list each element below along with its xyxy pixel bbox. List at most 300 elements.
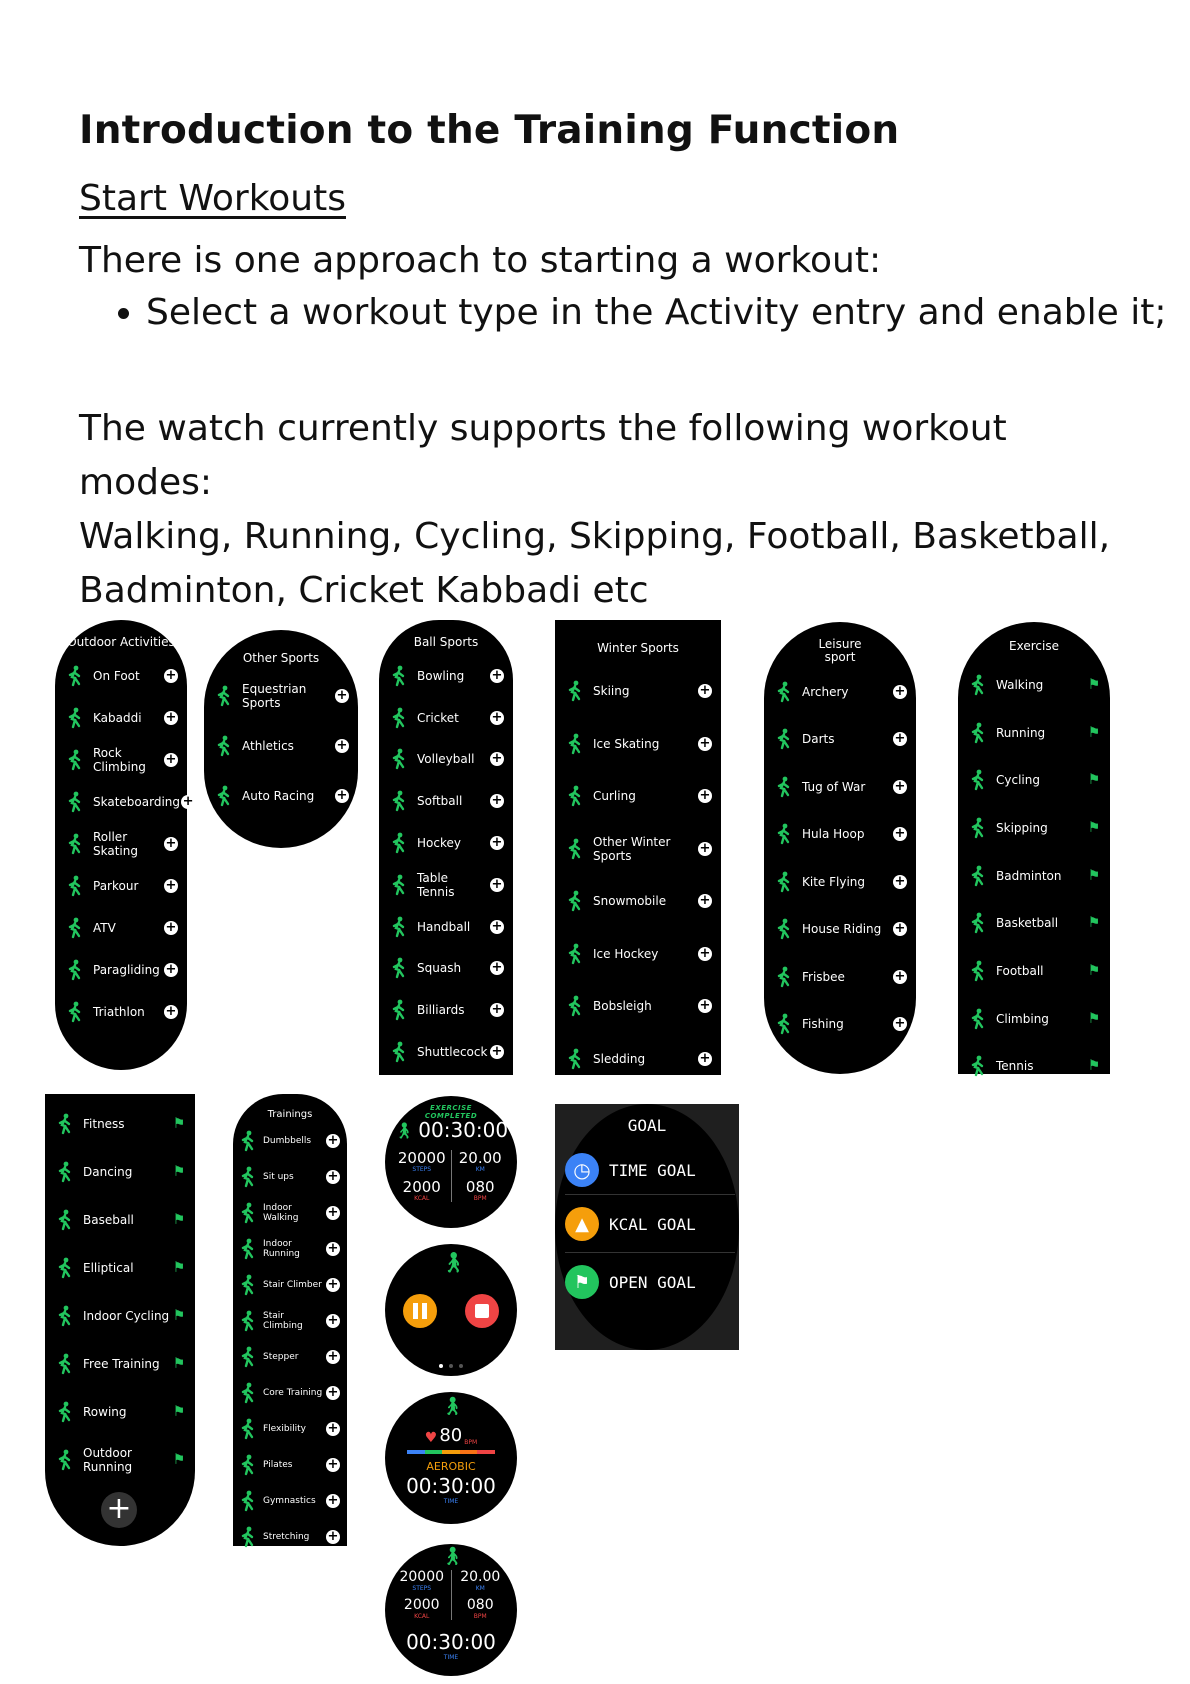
workout-figure-icon — [237, 1416, 259, 1442]
workout-item-ball[interactable] — [379, 1031, 513, 1073]
workout-item-other[interactable] — [204, 771, 358, 821]
add-icon[interactable]: + — [336, 788, 348, 803]
workout-item-fitness[interactable] — [45, 1340, 195, 1388]
km-unit: KM — [475, 1585, 485, 1592]
workout-label: Cricket — [417, 710, 459, 725]
walker-icon: 🚶︎ — [441, 1396, 464, 1417]
workout-figure-icon — [51, 1447, 79, 1473]
add-icon[interactable]: + — [699, 998, 711, 1014]
panel-title: Winter Sports — [597, 641, 679, 655]
workout-figure-icon — [61, 747, 89, 773]
workout-label: Indoor Walking — [263, 1203, 299, 1223]
workout-label: Bobsleigh — [593, 999, 652, 1014]
workout-label: Badminton — [996, 868, 1062, 883]
workout-label: Walking — [996, 677, 1044, 692]
add-icon[interactable]: + — [491, 1044, 503, 1060]
workout-figure-icon — [210, 683, 238, 709]
add-icon[interactable]: + — [699, 840, 711, 856]
stop-button[interactable] — [465, 1294, 499, 1328]
workout-figure-icon — [51, 1159, 79, 1185]
workout-label: Kabaddi — [93, 711, 142, 725]
flag-icon[interactable]: ⚑ — [1087, 1010, 1101, 1027]
workout-item-outdoor[interactable] — [55, 655, 187, 697]
workout-item-ball[interactable] — [379, 697, 513, 739]
workout-label: Outdoor Running — [83, 1446, 133, 1474]
add-icon[interactable]: + — [327, 1457, 339, 1472]
workout-figure-icon — [61, 705, 89, 731]
workout-figure-icon — [237, 1344, 259, 1370]
workout-item-leisure[interactable] — [764, 716, 916, 764]
workout-label: Squash — [417, 961, 462, 976]
workout-label: Flexibility — [263, 1424, 306, 1434]
flag-icon[interactable]: ⚑ — [172, 1116, 186, 1132]
workout-label: Stretching — [263, 1532, 310, 1542]
workout-item-winter[interactable] — [555, 770, 721, 823]
workout-figure-icon — [210, 733, 238, 759]
trainings-screen — [233, 1094, 347, 1546]
add-icon[interactable]: + — [182, 794, 194, 809]
workout-item-outdoor[interactable] — [55, 949, 187, 991]
add-icon[interactable]: + — [491, 960, 503, 976]
workout-figure-icon — [385, 955, 413, 981]
workout-figure-icon — [385, 914, 413, 940]
add-icon[interactable]: + — [327, 1241, 339, 1256]
workout-item-trainings[interactable] — [233, 1159, 347, 1195]
workout-item-leisure[interactable] — [764, 811, 916, 859]
kcal-unit: KCAL — [414, 1613, 430, 1620]
flag-icon[interactable]: ⚑ — [1087, 724, 1101, 741]
workout-figure-icon — [51, 1207, 79, 1233]
workout-figure-icon — [964, 910, 992, 936]
workout-label: Skipping — [996, 820, 1048, 835]
workout-figure-icon — [770, 821, 798, 847]
heart-time-unit: TIME — [443, 1498, 459, 1505]
panel-title: Exercise — [1009, 639, 1059, 653]
workout-label: Sledding — [593, 1051, 646, 1066]
panel-title: Ball Sports — [413, 635, 479, 649]
add-icon[interactable]: + — [894, 873, 906, 889]
add-button[interactable]: + — [101, 1492, 137, 1528]
workout-figure-icon — [770, 774, 798, 800]
add-icon[interactable]: + — [327, 1349, 339, 1364]
workout-figure-icon — [770, 869, 798, 895]
workout-label: House Riding — [802, 922, 882, 937]
workout-item-trainings[interactable] — [233, 1303, 347, 1339]
workout-item-winter[interactable] — [555, 980, 721, 1033]
workout-label: Shuttlecock — [417, 1045, 488, 1060]
add-icon[interactable]: + — [491, 1002, 503, 1018]
workout-label: Fishing — [802, 1017, 844, 1032]
add-icon[interactable]: + — [699, 893, 711, 909]
workout-label: Elliptical — [83, 1261, 134, 1275]
workout-figure-icon — [237, 1128, 259, 1154]
add-icon[interactable]: + — [894, 1016, 906, 1032]
workout-item-fitness[interactable] — [45, 1436, 195, 1484]
workout-label: Free Training — [83, 1357, 160, 1371]
add-icon[interactable]: + — [491, 709, 503, 725]
flame-icon: ▲ — [565, 1207, 599, 1241]
workout-figure-icon — [61, 999, 89, 1025]
workout-label: On Foot — [93, 669, 140, 683]
workout-figure-icon — [61, 873, 89, 899]
add-icon[interactable]: + — [699, 788, 711, 804]
workout-label: Bowling — [417, 668, 465, 683]
workout-item-winter[interactable] — [555, 875, 721, 928]
workout-item-winter[interactable] — [555, 665, 721, 718]
workout-label: Volleyball — [417, 752, 475, 767]
add-icon[interactable]: + — [491, 876, 503, 892]
workout-item-winter[interactable] — [555, 928, 721, 981]
walker-icon: 🚶︎ — [441, 1546, 464, 1567]
doc-title: Introduction to the Training Function — [79, 108, 900, 153]
panel-title: Leisure sport — [818, 637, 862, 664]
workout-figure-icon — [770, 679, 798, 705]
add-icon[interactable]: + — [327, 1205, 339, 1220]
workout-item-ball[interactable] — [379, 739, 513, 781]
add-icon[interactable]: + — [491, 667, 503, 683]
workout-item-fitness[interactable] — [45, 1244, 195, 1292]
workout-label: Parkour — [93, 879, 139, 893]
workout-figure-icon — [237, 1272, 259, 1298]
add-icon[interactable]: + — [327, 1421, 339, 1436]
add-icon[interactable]: + — [165, 710, 177, 725]
workout-figure-icon — [61, 831, 89, 857]
workout-label: Climbing — [996, 1011, 1049, 1026]
page-dots — [439, 1364, 463, 1368]
workout-figure-icon — [561, 888, 589, 914]
add-icon[interactable]: + — [165, 836, 177, 851]
workout-figure-icon — [385, 830, 413, 856]
workout-figure-icon — [51, 1351, 79, 1377]
workout-control-screen — [385, 1244, 517, 1376]
add-icon[interactable]: + — [327, 1529, 339, 1544]
workout-figure-icon — [385, 705, 413, 731]
leisure-sport-screen — [764, 622, 916, 1074]
workout-item-fitness[interactable] — [45, 1388, 195, 1436]
workout-label: Auto Racing — [242, 789, 315, 803]
heart-rate-screen — [385, 1392, 517, 1524]
workout-item-outdoor[interactable] — [55, 739, 187, 781]
workout-item-ball[interactable] — [379, 989, 513, 1031]
kcal-unit: KCAL — [414, 1195, 430, 1202]
add-icon[interactable]: + — [894, 778, 906, 794]
goal-circle — [555, 1104, 739, 1350]
workout-item-exercise[interactable] — [958, 947, 1110, 995]
workout-item-ball[interactable] — [379, 864, 513, 906]
workout-label: Basketball — [996, 916, 1059, 931]
workout-item-fitness[interactable] — [45, 1196, 195, 1244]
workout-label: Hockey — [417, 836, 461, 851]
workout-item-ball[interactable] — [379, 948, 513, 990]
workout-figure-icon — [561, 1046, 589, 1072]
add-icon[interactable]: + — [165, 668, 177, 683]
workout-label: ATV — [93, 921, 116, 935]
workout-item-leisure[interactable] — [764, 763, 916, 811]
workout-label: Roller Skating — [93, 830, 138, 858]
exercise-screen — [958, 622, 1110, 1074]
workout-item-trainings[interactable] — [233, 1123, 347, 1159]
bpm-unit: BPM — [473, 1195, 487, 1202]
flag-icon[interactable]: ⚑ — [172, 1356, 186, 1372]
workout-item-trainings[interactable] — [233, 1519, 347, 1555]
bpm-value: 080 — [466, 1597, 494, 1613]
flag-icon[interactable]: ⚑ — [1087, 1058, 1101, 1075]
workout-label: Rock Climbing — [93, 746, 146, 774]
add-icon[interactable]: + — [165, 878, 177, 893]
completed-time: 00:30:00 — [418, 1118, 509, 1142]
workout-item-exercise[interactable] — [958, 804, 1110, 852]
workout-figure-icon — [964, 720, 992, 746]
workout-figure-icon — [385, 663, 413, 689]
workout-figure-icon — [51, 1111, 79, 1137]
workout-item-outdoor[interactable] — [55, 781, 194, 823]
workout-label: Handball — [417, 919, 471, 934]
workout-item-trainings[interactable] — [233, 1447, 347, 1483]
flag-icon[interactable]: ⚑ — [172, 1164, 186, 1180]
flag-icon[interactable]: ⚑ — [1087, 962, 1101, 979]
workout-figure-icon — [770, 1011, 798, 1037]
add-icon[interactable]: + — [336, 738, 348, 753]
pause-icon — [413, 1303, 427, 1319]
workout-label: Tennis — [996, 1059, 1034, 1074]
add-icon[interactable]: + — [327, 1169, 339, 1184]
add-icon[interactable]: + — [327, 1493, 339, 1508]
workout-figure-icon — [385, 788, 413, 814]
workout-figure-icon — [51, 1255, 79, 1281]
kcal-value: 2000 — [403, 1597, 440, 1613]
add-icon[interactable]: + — [165, 962, 177, 977]
workout-item-trainings[interactable] — [233, 1195, 347, 1231]
heart-bpm: 80 — [439, 1425, 463, 1446]
goal-title: GOAL — [627, 1116, 667, 1135]
workout-label: Fitness — [83, 1117, 125, 1131]
workout-figure-icon — [385, 872, 413, 898]
flag-icon[interactable]: ⚑ — [1087, 819, 1101, 836]
add-icon[interactable]: + — [894, 968, 906, 984]
bullet-item: • Select a workout type in the Activity entry and enable it; — [146, 292, 1166, 333]
add-icon[interactable]: + — [327, 1133, 339, 1148]
km-value: 20.00 — [460, 1569, 501, 1585]
add-icon[interactable]: + — [336, 688, 348, 703]
workout-figure-icon — [51, 1399, 79, 1425]
add-icon[interactable]: + — [491, 793, 503, 809]
workout-item-exercise[interactable] — [958, 709, 1110, 757]
add-icon[interactable]: + — [894, 683, 906, 699]
panel-title: Outdoor Activities — [67, 635, 175, 649]
workout-figure-icon — [61, 789, 89, 815]
workout-item-winter[interactable] — [555, 718, 721, 771]
workout-label: Billiards — [417, 1003, 465, 1018]
flag-icon[interactable]: ⚑ — [172, 1212, 186, 1228]
workout-figure-icon — [237, 1488, 259, 1514]
steps-unit: STEPS — [412, 1166, 432, 1173]
workout-figure-icon — [237, 1524, 259, 1550]
workout-label: Indoor Running — [263, 1239, 300, 1259]
steps-unit: STEPS — [412, 1585, 432, 1592]
workout-item-exercise[interactable] — [958, 756, 1110, 804]
workout-item-ball[interactable] — [379, 655, 513, 697]
add-icon[interactable]: + — [491, 751, 503, 767]
workout-item-winter[interactable] — [555, 1033, 721, 1086]
add-icon[interactable]: + — [327, 1277, 339, 1292]
workout-figure-icon — [61, 663, 89, 689]
add-icon[interactable]: + — [894, 731, 906, 747]
completed-banner: EXERCISE COMPLETED — [424, 1104, 478, 1120]
workout-label: Gymnastics — [263, 1496, 316, 1506]
muscle-icon: ⚑ — [565, 1265, 599, 1299]
flag-icon[interactable]: ⚑ — [1087, 772, 1101, 789]
workout-figure-icon — [61, 915, 89, 941]
workout-figure-icon — [237, 1200, 259, 1226]
workout-figure-icon — [964, 767, 992, 793]
workout-figure-icon — [964, 815, 992, 841]
workout-item-leisure[interactable] — [764, 668, 916, 716]
workout-label: Indoor Cycling — [83, 1309, 170, 1323]
workout-label: Ice Hockey — [593, 946, 659, 961]
workout-item-exercise[interactable] — [958, 995, 1110, 1043]
workout-item-leisure[interactable] — [764, 906, 916, 954]
modes-line-2: Walking, Running, Cycling, Skipping, Football, Basketball, — [79, 516, 1111, 557]
workout-label: Stair Climber — [263, 1280, 322, 1290]
workout-figure-icon — [964, 958, 992, 984]
workout-item-fitness[interactable] — [45, 1100, 195, 1148]
workout-item-ball[interactable] — [379, 906, 513, 948]
workout-item-trainings[interactable] — [233, 1267, 347, 1303]
workout-label: Other Winter Sports — [593, 834, 671, 863]
flag-icon[interactable]: ⚑ — [172, 1308, 186, 1324]
flag-icon[interactable]: ⚑ — [1087, 867, 1101, 884]
workout-figure-icon — [237, 1164, 259, 1190]
workout-label: Triathlon — [93, 1005, 145, 1019]
workout-label: Snowmobile — [593, 894, 667, 909]
stop-icon — [475, 1304, 489, 1318]
panel-title: Other Sports — [242, 651, 320, 665]
add-icon[interactable]: + — [894, 921, 906, 937]
workout-label: Frisbee — [802, 969, 845, 984]
goal-item-label: KCAL GOAL — [609, 1214, 696, 1234]
workout-item-exercise[interactable] — [958, 899, 1110, 947]
heart-icon: ♥ — [424, 1430, 438, 1446]
flag-icon[interactable]: ⚑ — [172, 1260, 186, 1276]
workout-item-ball[interactable] — [379, 780, 513, 822]
workout-label: Football — [996, 963, 1044, 978]
workout-item-trainings[interactable] — [233, 1483, 347, 1519]
add-icon[interactable]: + — [699, 735, 711, 751]
workout-item-outdoor[interactable] — [55, 907, 187, 949]
workout-figure-icon — [561, 836, 589, 862]
workout-item-outdoor[interactable] — [55, 991, 187, 1033]
pause-button[interactable] — [403, 1294, 437, 1328]
winter-sports-screen — [555, 620, 721, 1075]
workout-item-exercise[interactable] — [958, 852, 1110, 900]
workout-item-winter[interactable] — [555, 823, 721, 876]
workout-label: Equestrian Sports — [242, 682, 307, 710]
add-icon[interactable]: + — [165, 1004, 177, 1019]
workout-label: Skateboarding — [93, 795, 181, 809]
workout-item-trainings[interactable] — [233, 1231, 347, 1267]
heart-zone: AEROBIC — [426, 1460, 476, 1473]
completed-time-row — [395, 1118, 507, 1142]
workout-item-leisure[interactable] — [764, 858, 916, 906]
add-icon[interactable]: + — [894, 826, 906, 842]
doc-intro: There is one approach to starting a workout: — [79, 240, 882, 281]
workout-item-trainings[interactable] — [233, 1375, 347, 1411]
goal-item-open[interactable] — [565, 1254, 735, 1310]
add-icon[interactable]: + — [165, 920, 177, 935]
workout-figure-icon — [237, 1236, 259, 1262]
workout-figure-icon — [237, 1380, 259, 1406]
workout-summary-screen — [385, 1544, 517, 1676]
goal-item-label: OPEN GOAL — [609, 1272, 696, 1292]
steps-value: 20000 — [397, 1149, 446, 1167]
workout-item-exercise[interactable] — [958, 1043, 1110, 1091]
goal-item-kcal[interactable] — [565, 1196, 735, 1253]
outdoor-activities-screen — [55, 620, 194, 1070]
workout-item-other[interactable] — [204, 721, 358, 771]
summary-time: 00:30:00 — [406, 1630, 496, 1654]
workout-item-outdoor[interactable] — [55, 865, 187, 907]
workout-item-fitness[interactable] — [45, 1148, 195, 1196]
flag-icon[interactable]: ⚑ — [172, 1452, 186, 1468]
workout-item-other[interactable] — [204, 671, 358, 721]
flag-icon[interactable]: ⚑ — [1087, 676, 1101, 693]
workout-label: Tug of War — [802, 779, 866, 794]
workout-label: Stepper — [263, 1352, 299, 1362]
workout-figure-icon — [237, 1308, 259, 1334]
add-icon[interactable]: + — [165, 752, 177, 767]
workout-figure-icon — [561, 678, 589, 704]
workout-label: Athletics — [242, 739, 294, 753]
doc-bullets — [110, 292, 1166, 333]
km-unit: KM — [475, 1166, 485, 1173]
workout-figure-icon — [770, 916, 798, 942]
workout-figure-icon — [210, 783, 238, 809]
workout-figure-icon — [561, 783, 589, 809]
workout-item-ball[interactable] — [379, 822, 513, 864]
add-icon[interactable]: + — [327, 1313, 339, 1328]
workout-figure-icon — [964, 1053, 992, 1079]
add-icon[interactable]: + — [699, 945, 711, 961]
heart-bpm-unit: BPM — [464, 1439, 478, 1446]
add-icon[interactable]: + — [491, 835, 503, 851]
workout-label: Core Training — [263, 1388, 323, 1398]
add-icon[interactable]: + — [699, 683, 711, 699]
workout-label: Table Tennis — [417, 870, 455, 899]
workout-item-leisure[interactable] — [764, 1001, 916, 1049]
add-icon[interactable]: + — [327, 1385, 339, 1400]
workout-item-outdoor[interactable] — [55, 823, 187, 865]
workout-figure-icon — [385, 997, 413, 1023]
fitness-screen — [45, 1094, 195, 1546]
flag-icon[interactable]: ⚑ — [172, 1404, 186, 1420]
workout-figure-icon — [770, 726, 798, 752]
workout-label: Rowing — [83, 1405, 127, 1419]
add-icon[interactable]: + — [491, 918, 503, 934]
workout-label: Sit ups — [263, 1172, 294, 1182]
workout-figure-icon — [964, 672, 992, 698]
goal-item-time[interactable] — [565, 1146, 735, 1195]
add-icon[interactable]: + — [699, 1050, 711, 1066]
workout-item-trainings[interactable] — [233, 1411, 347, 1447]
workout-item-trainings[interactable] — [233, 1339, 347, 1375]
workout-item-fitness[interactable] — [45, 1292, 195, 1340]
workout-label: Stair Climbing — [263, 1311, 303, 1331]
workout-item-outdoor[interactable] — [55, 697, 187, 739]
workout-label: Darts — [802, 732, 835, 747]
flag-icon[interactable]: ⚑ — [1087, 915, 1101, 932]
workout-item-exercise[interactable] — [958, 661, 1110, 709]
workout-item-leisure[interactable] — [764, 953, 916, 1001]
